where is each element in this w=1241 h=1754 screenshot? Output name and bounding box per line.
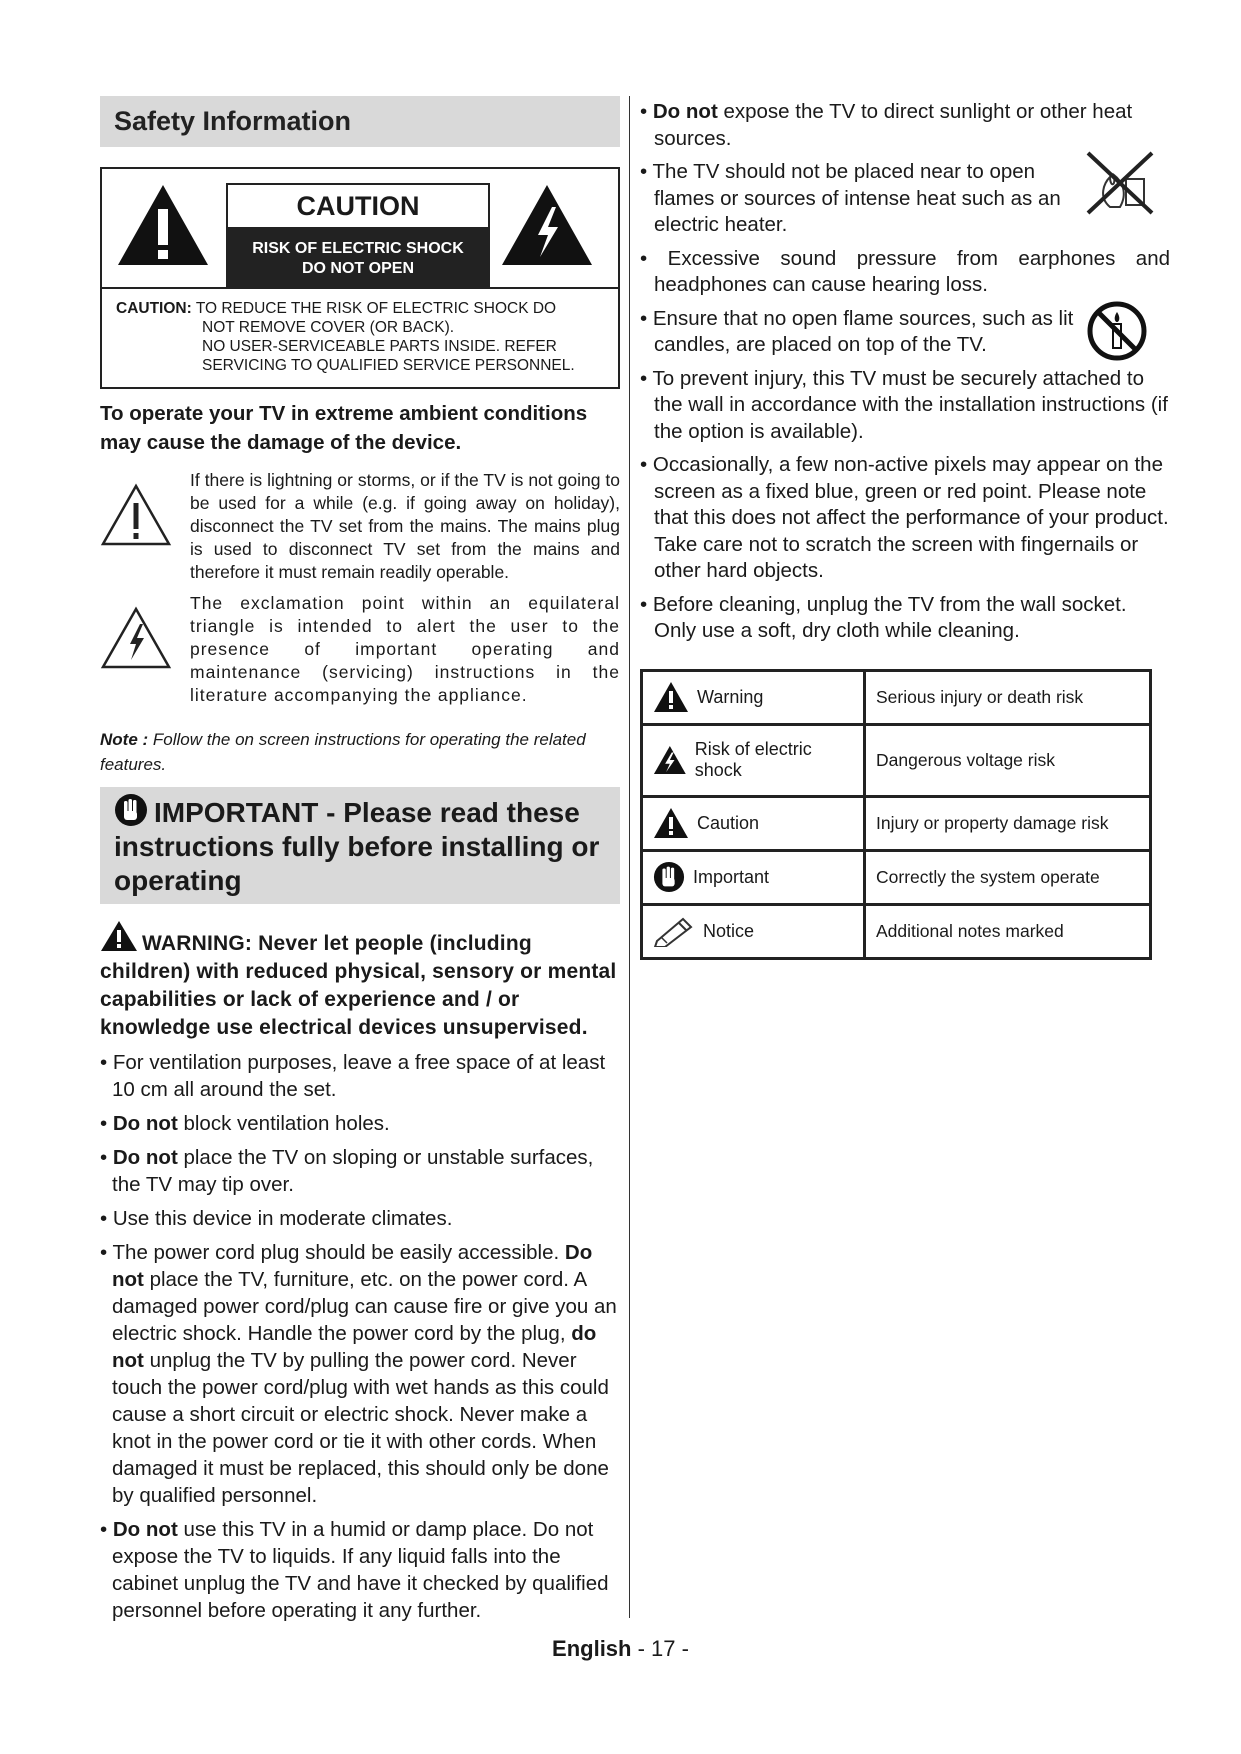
bullet-humid-place: • Do not use this TV in a humid or damp place. Do not expose the TV to liquids. If any liquid falls into the cabinet unplug the TV and have it checked by qualified personnel before operating it any further. [100,1518,609,1622]
legend-row [642,670,1151,724]
caution-sub-line2: DO NOT OPEN [301,260,414,277]
caution-label [226,183,490,289]
electric-shock-icon [653,744,687,776]
bullet-open-flames: • The TV should not be placed near to open flames or sources of intense heat such as an electric heater. [640,159,1170,239]
note-paragraph [100,727,620,777]
bullet-text: block ventilation holes. [177,1112,390,1135]
caution-subheading [228,229,488,289]
bullet-text: Occasionally, a few non-active pixels may appear on the screen as a fixed blue, green or red point. Please note that this does not affect the performance of your product. Take care not to scratch the screen with fingernails or other hard objects. [652,453,1169,582]
exclamation-outline-icon [100,483,172,547]
warning-text: WARNING: Never let people (including children) with reduced physical, sensory or mental capabilities or lack of experience and / or knowledge use electrical devices unsupervised. [100,932,617,1039]
lightning-text: If there is lightning or storms, or if the TV is not going to be used for a while (e.g. if going away on holiday), disconnect the TV set from the mains. The mains plug is used to disconnect TV set from the mains and therefore it must remain readily operable. [190,470,620,582]
bullet-text: unplug the TV by pulling the power cord. Never touch the power cord/plug with wet hands as this could cause a short circuit or electric shock. Never make a knot in the power cord or tie it with other cords. When damaged it must be replaced, this should only be done by qualified personnel. [112,1349,609,1507]
right-column [640,92,1170,960]
bullet-direct-sunlight: • Do not expose the TV to direct sunlight or other heat sources. [640,100,1133,150]
legend-value: Serious injury or death risk [865,670,1151,724]
legend-key: Important [693,866,770,887]
page-footer [0,1636,1241,1662]
bullet-text: Ensure that no open flame sources, such as lit candles, are placed on top of the TV. [652,306,1074,356]
legend-row [642,904,1151,958]
legend-row [642,796,1151,850]
pencil-notice-icon [653,915,695,947]
lightning-triangle-icon [500,183,594,267]
bullet-text: place the TV, furniture, etc. on the power cord. A damaged power cord/plug can cause fire or give you an electric shock. Handle the power cord by the plug, [112,1268,617,1345]
caution-triangle-icon [653,807,689,839]
bullet-candles: • Ensure that no open flame sources, such as lit candles, are placed on top of the TV. [640,306,1170,359]
bullet-sound-pressure: • Excessive sound pressure from earphones and headphones can cause hearing loss. [640,246,1170,296]
important-heading-text: IMPORTANT - Please read these instructions fully before installing or operating [114,797,600,896]
bullet-bold: Do not [112,1112,178,1135]
bullet-secure-wall: • To prevent injury, this TV must be securely attached to the wall in accordance with the installation instructions (if the option is available). [640,366,1168,443]
legend-key: Caution [697,812,760,833]
warning-triangle-icon [100,920,138,952]
caution-text-line2: NOT REMOVE COVER (OR BACK). [202,319,455,336]
bullet-bold: Do not [112,1146,178,1169]
column-divider [629,96,630,1618]
legend-row [642,724,1151,796]
legend-value: Correctly the system operate [865,850,1151,904]
caution-text-line4: SERVICING TO QUALIFIED SERVICE PERSONNEL. [202,357,575,374]
no-fire-heater-icon [1080,147,1160,217]
important-heading [100,787,620,904]
no-candle-icon [1086,300,1148,362]
bullet-bold: do not [112,1322,597,1372]
bullet-text: For ventilation purposes, leave a free space of at least 10 cm all around the set. [112,1051,606,1101]
caution-label-box [100,167,620,389]
caution-text-label: CAUTION: [116,300,192,317]
bullet-non-active-pixels: • Occasionally, a few non-active pixels may appear on the screen as a fixed blue, green or red point. Please note that this does not affect the performance of your product. Take care not to scratch the screen with fingernails or other hard objects. [640,453,1169,582]
bullet-ventilation-holes: • Do not block ventilation holes. [100,1112,390,1135]
exclamation-text: The exclamation point within an equilateral triangle is intended to alert the user to the presence of important operating and maintenance (servicing) instructions in the literature accompanying the appliance. [190,593,620,705]
legend-key: Risk of electric shock [694,739,812,780]
symbol-legend-table [640,669,1152,960]
bullet-cleaning: • Before cleaning, unplug the TV from the wall socket. Only use a soft, dry cloth while cleaning. [640,592,1127,642]
ambient-conditions-heading: To operate your TV in extreme ambient conditions may cause the damage of the device. [100,402,588,454]
bullet-sloping-surfaces: • Do not place the TV on sloping or unstable surfaces, the TV may tip over. [100,1146,594,1196]
caution-text-line1: TO REDUCE THE RISK OF ELECTRIC SHOCK DO [195,300,557,317]
warning-paragraph [100,920,620,1042]
bullet-moderate-climates: • Use this device in moderate climates. [100,1207,453,1230]
legend-row [642,850,1151,904]
bullet-bold: Do not [112,1241,593,1291]
caution-sub-line1: RISK OF ELECTRIC SHOCK [252,240,464,257]
footer-language: English [552,1636,632,1661]
warning-triangle-icon [653,681,689,713]
bullet-text: Excessive sound pressure from earphones and headphones can cause hearing loss. [654,246,1170,296]
caution-text [116,299,575,375]
legend-value: Dangerous voltage risk [865,724,1151,796]
bullet-text: To prevent injury, this TV must be securely attached to the wall in accordance with the installation instructions (if the option is available). [652,366,1168,443]
bullet-bold: Do not [652,100,718,123]
important-hand-icon [653,861,685,893]
legend-key: Notice [703,920,755,941]
bullet-bold: Do not [112,1518,178,1541]
page-number: - 17 - [631,1636,689,1661]
note-label: Note : [100,730,149,749]
lightning-paragraph [100,469,620,584]
left-column [100,96,620,1624]
important-hand-icon [114,793,148,827]
exclamation-paragraph [100,592,620,707]
caution-heading: CAUTION [228,185,488,229]
bullet-text: The power cord plug should be easily accessible. [112,1241,565,1264]
section-title: Safety Information [100,96,620,147]
bullet-text: place the TV on sloping or unstable surfaces, the TV may tip over. [112,1146,594,1196]
caution-text-line3: NO USER-SERVICEABLE PARTS INSIDE. REFER [202,338,557,355]
bullet-text: The TV should not be placed near to open flames or sources of intense heat such as an electric heater. [652,160,1061,236]
bullet-text: Before cleaning, unplug the TV from the wall socket. Only use a soft, dry cloth while cleaning. [652,592,1127,642]
bullet-text: use this TV in a humid or damp place. Do not expose the TV to liquids. If any liquid falls into the cabinet unplug the TV and have it checked by qualified personnel before operating it any further. [112,1518,609,1622]
bullet-text: Use this device in moderate climates. [112,1207,453,1230]
bullet-text: expose the TV to direct sunlight or other heat sources. [654,100,1133,150]
bullet-ventilation-space: • For ventilation purposes, leave a free space of at least 10 cm all around the set. [100,1051,606,1101]
bullet-power-cord: • The power cord plug should be easily accessible. Do not place the TV, furniture, etc. on the power cord. A damaged power cord/plug can cause fire or give you an electric shock. Handle the power cord by the plug, do not unplug the TV by pulling the power cord. Never touch the power cord/plug with wet hands as this could cause a short circuit or electric shock. Never make a knot in the power cord or tie it with other cords. When damaged it must be replaced, this should only be done by qualified personnel. [100,1241,617,1507]
legend-value: Additional notes marked [865,904,1151,958]
legend-key: Warning [697,686,764,707]
note-text: Follow the on screen instructions for operating the related features. [100,730,586,774]
legend-value: Injury or property damage risk [865,796,1151,850]
lightning-outline-icon [100,606,172,670]
exclamation-triangle-icon [116,183,210,267]
